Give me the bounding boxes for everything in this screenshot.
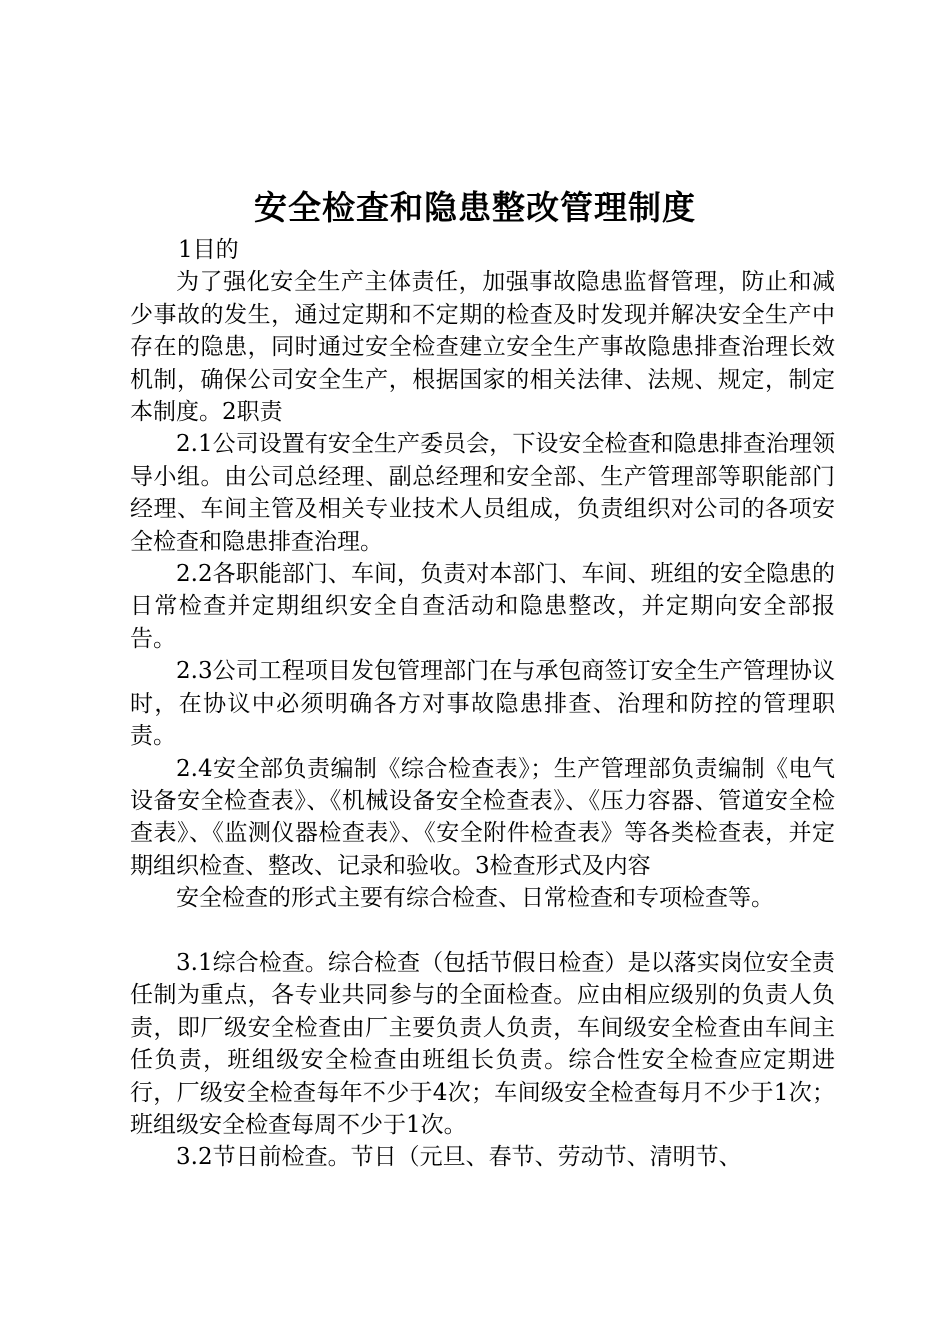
paragraph-3-1: 3.1综合检查。综合检查（包括节假日检查）是以落实岗位安全责任制为重点，各专业共同参与的全面检查。应由相应级别的负责人负责，即厂级安全检查由厂主要负责人负责，车间级安全检查由车间主任负责，班组级安全检查由班组长负责。综合性安全检查应定期进行，厂级安全检查每年不少于4次；车间级安全检查每月不少于1次；班组级安全检查每周不少于1次。 xyxy=(130,949,835,1138)
paragraph-2-1: 2.1公司设置有安全生产委员会，下设安全检查和隐患排查治理领导小组。由公司总经理、副总经理和安全部、生产管理部等职能部门经理、车间主管及相关专业技术人员组成，负责组织对公司的各项安全检查和隐患排查治理。 xyxy=(130,431,835,555)
document-body xyxy=(130,234,835,1174)
paragraph-purpose: 为了强化安全生产主体责任，加强事故隐患监督管理，防止和减少事故的发生，通过定期和不定期的检查及时发现并解决安全生产中存在的隐患，同时通过安全检查建立安全生产事故隐患排查治理长效机制，确保公司安全生产，根据国家的相关法律、法规、规定，制定本制度。2职责 xyxy=(130,269,835,426)
document-title: 安全检查和隐患整改管理制度 xyxy=(254,188,696,227)
paragraph-2-4: 2.4安全部负责编制《综合检查表》；生产管理部负责编制《电气设备安全检查表》、《机械设备安全检查表》、《压力容器、管道安全检查表》、《监测仪器检查表》、《安全附件检查表》等各类检查表，并定期组织检查、整改、记录和验收。3检查形式及内容 xyxy=(130,755,835,879)
paragraph-3-intro: 安全检查的形式主要有综合检查、日常检查和专项检查等。 xyxy=(176,885,774,912)
blank-line xyxy=(130,915,835,947)
paragraph-3-2: 3.2节日前检查。节日（元旦、春节、劳动节、清明节、 xyxy=(176,1144,742,1171)
section-heading-purpose: 1目的 xyxy=(178,237,239,263)
paragraph-2-3: 2.3公司工程项目发包管理部门在与承包商签订安全生产管理协议时，在协议中必须明确各方对事故隐患排查、治理和防控的管理职责。 xyxy=(130,658,835,750)
paragraph-2-2: 2.2各职能部门、车间，负责对本部门、车间、班组的安全隐患的日常检查并定期组织安全自查活动和隐患整改，并定期向安全部报告。 xyxy=(130,561,835,652)
